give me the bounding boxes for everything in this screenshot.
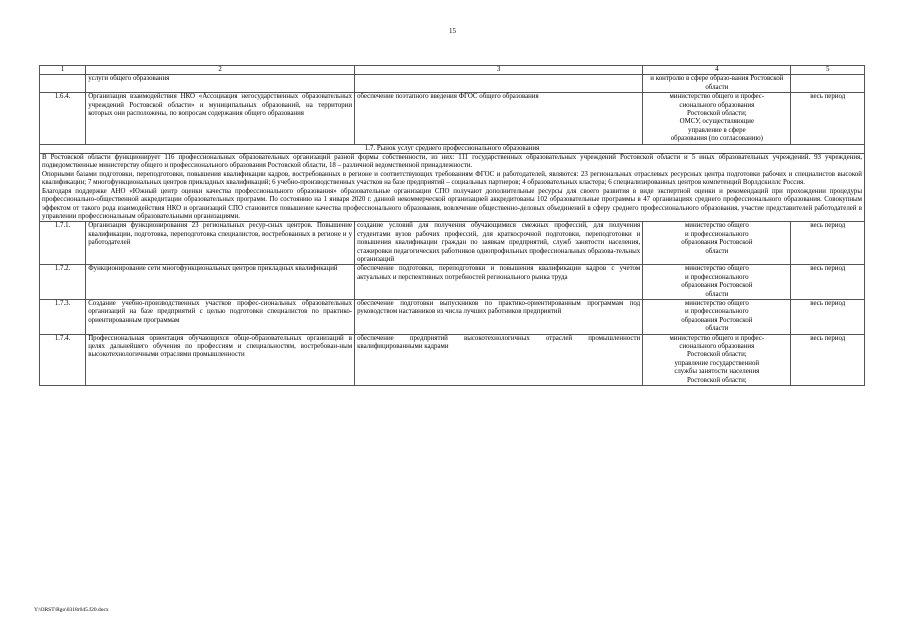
cell-num: 1.7.2. — [40, 265, 86, 300]
responsible-line: службы занятости населения — [674, 368, 760, 376]
cell-responsible — [643, 265, 791, 300]
section-title-row — [40, 144, 865, 153]
cell-period: весь период — [791, 265, 865, 300]
cell-result: обеспечение предприятий высокотехнологичных отраслей промышленности квалифицированными кадрами — [355, 334, 643, 385]
cell-measure: Профессиональная ориентация обучающихся обще-образовательных организаций в целях дальнейшего обучения по профессиям и специальностям, востребован-ным высокотехнологичными отраслями промышленности — [86, 334, 355, 385]
table-row-1-7-2 — [40, 265, 865, 300]
responsible-line: министерство общего — [684, 265, 749, 273]
table-row-1-7-3 — [40, 299, 865, 334]
responsible-line: министерство общего — [684, 222, 749, 230]
cell-num — [40, 75, 86, 93]
responsible-line: Ростовской области; — [686, 376, 747, 384]
responsible-line: ОМСУ, осуществляющие — [679, 118, 755, 126]
cell-period: весь период — [791, 222, 865, 265]
responsible-line: и профессионального — [685, 273, 749, 281]
responsible-line: образования Ростовской — [681, 316, 753, 324]
responsible-line: и профессионального — [685, 308, 749, 316]
intro-paragraph-row — [40, 154, 865, 222]
responsible-line: министерство общего и профес- — [669, 93, 765, 101]
cell-measure: Организация взаимодействия НКО «Ассоциация негосударственных образовательных учреждений Ростовской области» и муниципальных образований, на территории которых они расположены, по вопросам содержания общего образования — [86, 93, 355, 144]
cell-period: весь период — [791, 93, 865, 144]
responsible-line: сионального образования — [679, 101, 755, 109]
responsible-line: министерство общего и профес- — [669, 334, 765, 342]
cell-num: 1.6.4. — [40, 93, 86, 144]
responsible-line: и профессионального — [685, 230, 749, 238]
table-header-row — [40, 66, 865, 75]
cell-responsible — [643, 334, 791, 385]
cell-result — [355, 75, 643, 93]
cell-measure: услуги общего образования — [86, 75, 355, 93]
header-col-4: 4 — [643, 66, 791, 75]
responsible-line: образования Ростовской — [681, 239, 753, 247]
responsible-line: управление государственной — [674, 359, 760, 367]
cell-num: 1.7.1. — [40, 222, 86, 265]
responsible-line: области — [705, 325, 729, 333]
cell-period — [791, 75, 865, 93]
header-col-5: 5 — [791, 66, 865, 75]
cell-period: весь период — [791, 299, 865, 334]
cell-result: обеспечение подготовки, переподготовки и повышения квалификации кадров с учетом актуальных и перспективных потребностей регионального рынка труда — [355, 265, 643, 300]
responsible-line: Ростовской области; — [686, 351, 747, 359]
responsible-line: управление в сфере — [688, 126, 746, 134]
header-col-1: 1 — [40, 66, 86, 75]
cell-measure: Функционирование сети многофункциональных центров прикладных квалификаций — [86, 265, 355, 300]
table-row-continuation — [40, 75, 865, 93]
page-number: 15 — [449, 27, 456, 35]
intro-paragraph: В Ростовской области функционирует 116 профессиональных образовательных организаций разной формы собственности, из них: 111 государственных образовательных учреждений Ростовской области и 5 иных образовательных учреждений. 93 учреждения, подведомственные министерству общего и профессионального образования Ростовской области, 18 – различной ведомственной принадлежности. Опорными базами подготовки, переподготовки, повышения квалификации кадров, востребованных в регионе и соответствующих требованиям ФГОС и работодателей, являются: 23 региональных отраслевых ресурсных центра подготовки рабочих и специалистов высокой квалификации; 7 многофункциональных центров прикладных квалификаций; 6 учебно-производственных участков на базе предприятий – социальных партнеров; 4 образовательных кластера; 6 специализированных центров компетенций Ворлдскиллс Россия. Благодаря поддержке АНО «Южный центр оценки качества профессионального образования» образовательные организации СПО получают дополнительные ресурсы для своего развития в виде экспертной оценки и рекомендаций при прохождении процедуры профессионально-общественной аккредитации образовательных программ. По состоянию на 1 января 2020 г. данной некоммерческой организацией аккредитованы 102 образовательные программы в 47 организациях среднего профессионального образования. Совокупным эффектом от такого рода взаимодействия НКО и организаций СПО становится повышение качества профессионального образования, вовлечение общественно-деловых объединений в сферу среднего профессионального образования, участие представителей работодателей в управлении профессиональным образовательными организациями. — [40, 154, 865, 222]
header-col-2: 2 — [86, 66, 355, 75]
section-title: 1.7. Рынок услуг среднего профессионального образования — [40, 144, 865, 153]
cell-responsible — [643, 299, 791, 334]
cell-responsible — [643, 222, 791, 265]
cell-result: обеспечение поэтапного введения ФГОС общего образования — [355, 93, 643, 144]
responsible-line: Ростовской области; — [686, 110, 747, 118]
cell-result: обеспечение подготовки выпускников по практико-ориентированным программам под руководством наставников из числа лучших работников предприятий — [355, 299, 643, 334]
responsible-line: министерство общего — [684, 299, 749, 307]
cell-result: создание условий для получения обучающимися смежных профессий, для получения студентами вузов рабочих профессий, для краткосрочной подготовки, переподготовки и повышения квалификации граждан по заявкам предприятий, служб занятости населения, стажировки педагогических работников однопрофильных профессиональных образова-тельных организаций — [355, 222, 643, 265]
cell-period: весь период — [791, 334, 865, 385]
responsible-line: области — [705, 290, 729, 298]
table-row-1-7-4 — [40, 334, 865, 385]
responsible-line: области — [705, 247, 729, 255]
cell-measure: Организация функционирования 23 региональных ресур-сных центров. Повышение квалификации, подготовка, переподготовка специалистов, востребованных в регионе и у работодателей — [86, 222, 355, 265]
cell-num: 1.7.3. — [40, 299, 86, 334]
cell-responsible — [643, 93, 791, 144]
table-row-1-7-1 — [40, 222, 865, 265]
cell-responsible: и контролю в сфере образо-вания Ростовской области — [643, 75, 791, 93]
cell-measure: Создание учебно-производственных участков профес-сиональных образовательных организаций на базе предприятий с целью подготовки специалистов по практико-ориентированным программам — [86, 299, 355, 334]
footer-file-path: Y:\ORST\Rgo\0318r045.f20.docx — [34, 607, 109, 613]
responsible-line: образования (по согласованию) — [670, 135, 763, 143]
cell-num: 1.7.4. — [40, 334, 86, 385]
responsible-line: образования Ростовской — [681, 282, 753, 290]
table-row-1-6-4 — [40, 93, 865, 144]
header-col-3: 3 — [355, 66, 643, 75]
plan-table — [39, 65, 865, 386]
responsible-line: сионального образования — [679, 343, 755, 350]
